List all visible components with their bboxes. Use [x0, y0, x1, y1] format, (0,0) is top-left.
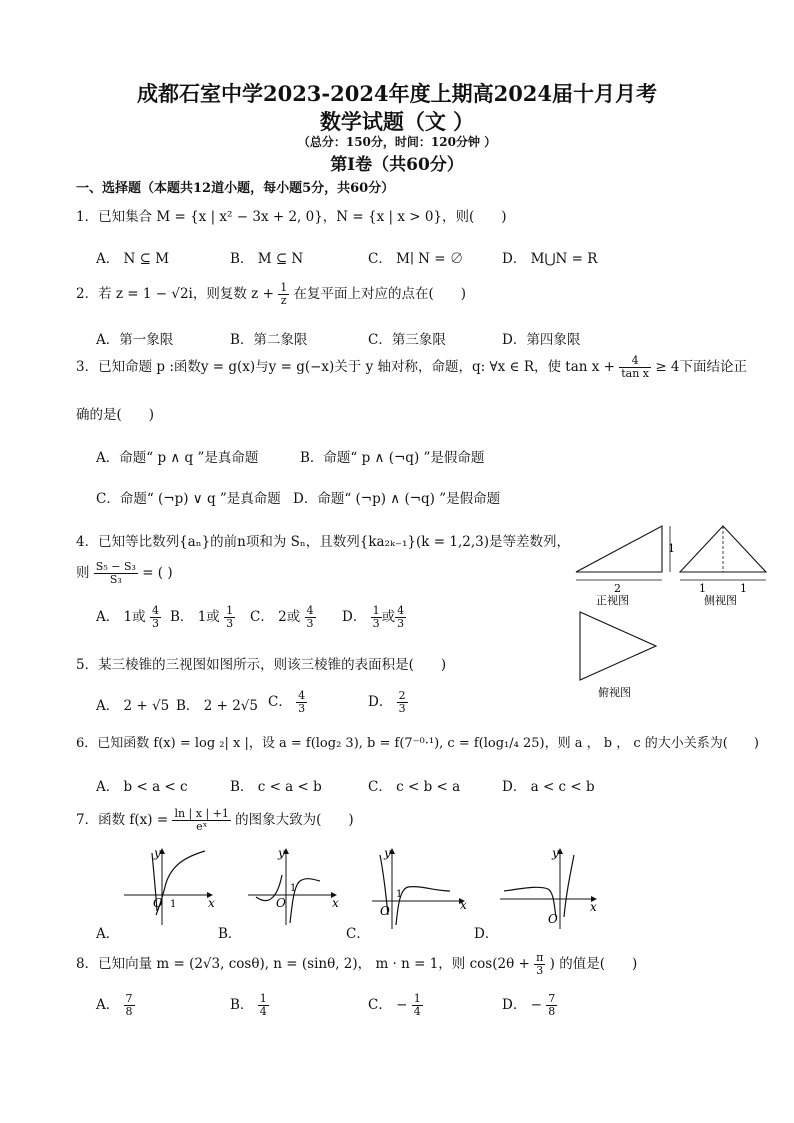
graph-d [500, 846, 597, 929]
q8-c-num: 1 [413, 992, 421, 1005]
q4-stem2-a: 则 [76, 565, 90, 581]
q2-frac-den: z [280, 294, 287, 307]
svg-text:1: 1 [170, 899, 177, 910]
q2-option-c: C．第三象限 [368, 332, 446, 348]
front-width-label: 2 [614, 582, 621, 595]
graph-c [372, 846, 467, 929]
graph-b [248, 846, 339, 925]
q7-stem-b: 的图象大致为( ) [235, 812, 354, 828]
q8-b-num: 1 [259, 992, 267, 1005]
q8-d-pre: D． − [502, 997, 542, 1013]
top-view-shape [580, 612, 656, 680]
q8-a-den: 8 [125, 1005, 133, 1018]
q8-d-den: 8 [548, 1005, 556, 1018]
svg-text:O: O [153, 896, 163, 910]
svg-text:y: y [384, 846, 391, 860]
q7-fraction [172, 808, 230, 833]
q1-option-b: B． M ⊆ N [230, 251, 304, 267]
question-4-stem: 4．已知等比数列{aₙ}的前n项和为 Sₙ，且数列{ka₂ₖ₋₁}(k = 1,2,3)是等差数列， [76, 534, 570, 550]
q7-frac-num: ln | x | +1 [174, 807, 229, 820]
q8-c-pre: C． − [368, 997, 408, 1013]
front-view-label: 正视图 [596, 594, 629, 607]
q5-option-c [268, 690, 307, 715]
q4-d-frac1 [371, 605, 382, 630]
q3-option-c: C．命题“ (¬p) ∨ q ”是真命题 [96, 491, 281, 507]
q5-c-den: 3 [298, 702, 306, 715]
q8-option-d [502, 993, 557, 1018]
svg-text:O: O [380, 904, 390, 918]
q1-option-a: A． N ⊆ M [96, 251, 170, 267]
q8-b-den: 4 [259, 1005, 267, 1018]
q7-option-c: C． [346, 926, 370, 942]
q4-fraction [94, 561, 138, 586]
q5-d-frac [397, 690, 408, 715]
q2-fraction [278, 282, 289, 307]
q2-stem-a: 2．若 z = 1 − √2i，则复数 z + [76, 286, 274, 302]
three-view-figure [568, 520, 778, 705]
question-6-stem: 6．已知函数 f(x) = log ₂| x |，设 a = f(log₂ 3), b = f(7⁻⁰·¹), c = f(log₁/₄ 25)，则 a ， b ， c 的大小关系为( ) [76, 736, 759, 751]
question-8-stem [76, 952, 637, 977]
q4-option-a [96, 605, 161, 630]
exam-title: 成都石室中学2023-2024年度上期高2024届十月月考 [136, 81, 658, 106]
q2-frac-num: 1 [280, 281, 288, 294]
q4-d-frac2 [395, 605, 406, 630]
q6-option-d: D． a < c < b [502, 779, 595, 795]
question-1-stem: 1．已知集合 M = {x | x² − 3x + 2, 0}，N = {x | x > 0}，则( ) [76, 209, 507, 225]
q7-frac-den: eˣ [196, 820, 208, 833]
q2-option-b: B．第二象限 [230, 332, 308, 348]
q8-fraction [534, 952, 545, 977]
q6-option-a: A． b < a < c [96, 779, 188, 795]
q4-frac-num: S₅ − S₃ [95, 560, 136, 573]
q8-a-pre: A． [96, 997, 120, 1013]
q1-option-d: D． M⋃N = R [502, 251, 598, 267]
top-view-label: 俯视图 [598, 686, 631, 699]
svg-text:x: x [332, 896, 339, 910]
q8-option-b [230, 993, 269, 1018]
q4-option-c [250, 605, 316, 630]
q4-b-pre: B． 1或 [170, 609, 220, 625]
q4-d-den1: 3 [372, 617, 380, 630]
q4-d-mid: 或 [381, 609, 396, 625]
svg-text:1: 1 [396, 889, 403, 900]
svg-text:x: x [208, 896, 215, 910]
q4-a-pre: A． 1或 [96, 609, 146, 625]
q5-d-den: 3 [398, 702, 406, 715]
q8-stem-b: ) 的值是( ) [549, 956, 638, 972]
side-right-label: 1 [740, 582, 747, 595]
q8-d-frac [546, 993, 557, 1018]
q4-d-num2: 4 [397, 604, 405, 617]
q4-b-num: 1 [226, 604, 234, 617]
q8-c-den: 4 [413, 1005, 421, 1018]
svg-text:O: O [276, 896, 286, 910]
q7-option-d: D． [474, 926, 499, 942]
q3-option-b: B．命题“ p ∧ (¬q) ”是假命题 [300, 450, 485, 466]
q4-option-b [170, 605, 235, 630]
graph-a [124, 846, 215, 925]
q4-d-num1: 1 [372, 604, 380, 617]
q4-b-frac [224, 605, 235, 630]
section-heading: 一、选择题（本题共12道小题，每小题5分，共60分） [76, 181, 395, 196]
q5-option-b: B． 2 + 2√5 [176, 698, 258, 714]
q7-option-b: B． [218, 926, 242, 942]
q4-a-num: 4 [151, 604, 159, 617]
front-view-shape [576, 526, 662, 572]
question-2-stem [76, 282, 466, 307]
q8-stem-a: 8．已知向量 m = (2√3, cosθ), n = (sinθ, 2)， m · n = 1，则 cos(2θ + [76, 956, 530, 972]
q3-fraction [619, 355, 651, 380]
q4-d-pre: D． [342, 609, 367, 625]
q7-option-a: A． [96, 926, 120, 942]
q4-b-den: 3 [226, 617, 234, 630]
q3-frac-den: tan x [621, 367, 650, 380]
q4-frac-den: S₃ [109, 573, 122, 586]
q8-b-frac [258, 993, 269, 1018]
q4-c-pre: C． 2或 [250, 609, 301, 625]
q3-stem-b: ≥ 4下面结论正 [655, 359, 748, 375]
q5-c-pre: C． [268, 694, 292, 710]
q6-option-b: B． c < a < b [230, 779, 322, 795]
q8-option-a [96, 993, 135, 1018]
q2-option-d: D．第四象限 [502, 332, 581, 348]
q2-option-a: A．第一象限 [96, 332, 174, 348]
q8-frac-den: 3 [536, 964, 544, 977]
q8-a-frac [124, 993, 135, 1018]
q5-d-num: 2 [398, 689, 406, 702]
q7-stem-a: 7．函数 f(x) = [76, 812, 169, 828]
q5-option-d [368, 690, 408, 715]
q3-stem-c: 确的是( ) [76, 407, 155, 423]
front-height-label: 1 [668, 542, 675, 555]
q8-a-num: 7 [125, 992, 133, 1005]
q8-option-c [368, 993, 423, 1018]
q4-stem2-b: = ( ) [142, 565, 173, 581]
q4-a-frac [150, 605, 161, 630]
q4-d-den2: 3 [397, 617, 405, 630]
q8-c-frac [412, 993, 423, 1018]
q4-a-den: 3 [151, 617, 159, 630]
svg-text:x: x [460, 898, 467, 912]
side-left-label: 1 [699, 582, 706, 595]
q8-frac-num: π [536, 951, 544, 964]
q4-c-num: 4 [306, 604, 314, 617]
q2-stem-b: 在复平面上对应的点在( ) [293, 286, 467, 302]
svg-text:O: O [548, 912, 558, 926]
q5-c-frac [296, 690, 307, 715]
q4-c-frac [305, 605, 316, 630]
exam-subtitle: 数学试题（文 ） [319, 109, 475, 134]
q4-c-den: 3 [306, 617, 314, 630]
q4-option-d [342, 605, 406, 630]
question-3-stem [76, 355, 747, 380]
q8-b-pre: B． [230, 997, 254, 1013]
svg-text:y: y [278, 846, 285, 860]
q6-option-c: C． c < b < a [368, 779, 461, 795]
q3-stem-a: 3．已知命题 p :函数y = g(x)与y = g(−x)关于 y 轴对称，命题，q: ∀x ∈ R，使 tan x + [76, 359, 615, 375]
q8-d-num: 7 [548, 992, 556, 1005]
q4-stem-2 [76, 561, 173, 586]
svg-text:1: 1 [290, 883, 297, 894]
q5-d-pre: D． [368, 694, 393, 710]
q1-option-c: C． M∣ N = ∅ [368, 251, 464, 267]
side-view-label: 侧视图 [704, 594, 737, 607]
q3-option-d: D．命题“ (¬p) ∧ (¬q) ”是假命题 [293, 491, 501, 507]
q3-frac-num: 4 [619, 355, 651, 368]
question-5-stem: 5．某三棱锥的三视图如图所示，则该三棱锥的表面积是( ) [76, 657, 447, 673]
svg-text:y: y [154, 846, 161, 860]
svg-text:y: y [552, 846, 559, 860]
q3-option-a: A．命题“ p ∧ q ”是真命题 [96, 450, 259, 466]
volume-heading: 第Ⅰ卷（共60分） [330, 155, 464, 175]
score-time-info: （总分：150分，时间：120分钟 ） [297, 135, 497, 149]
question-7-stem [76, 808, 354, 833]
q5-c-num: 4 [298, 689, 306, 702]
svg-text:x: x [590, 900, 597, 914]
q5-option-a: A． 2 + √5 [96, 698, 170, 714]
